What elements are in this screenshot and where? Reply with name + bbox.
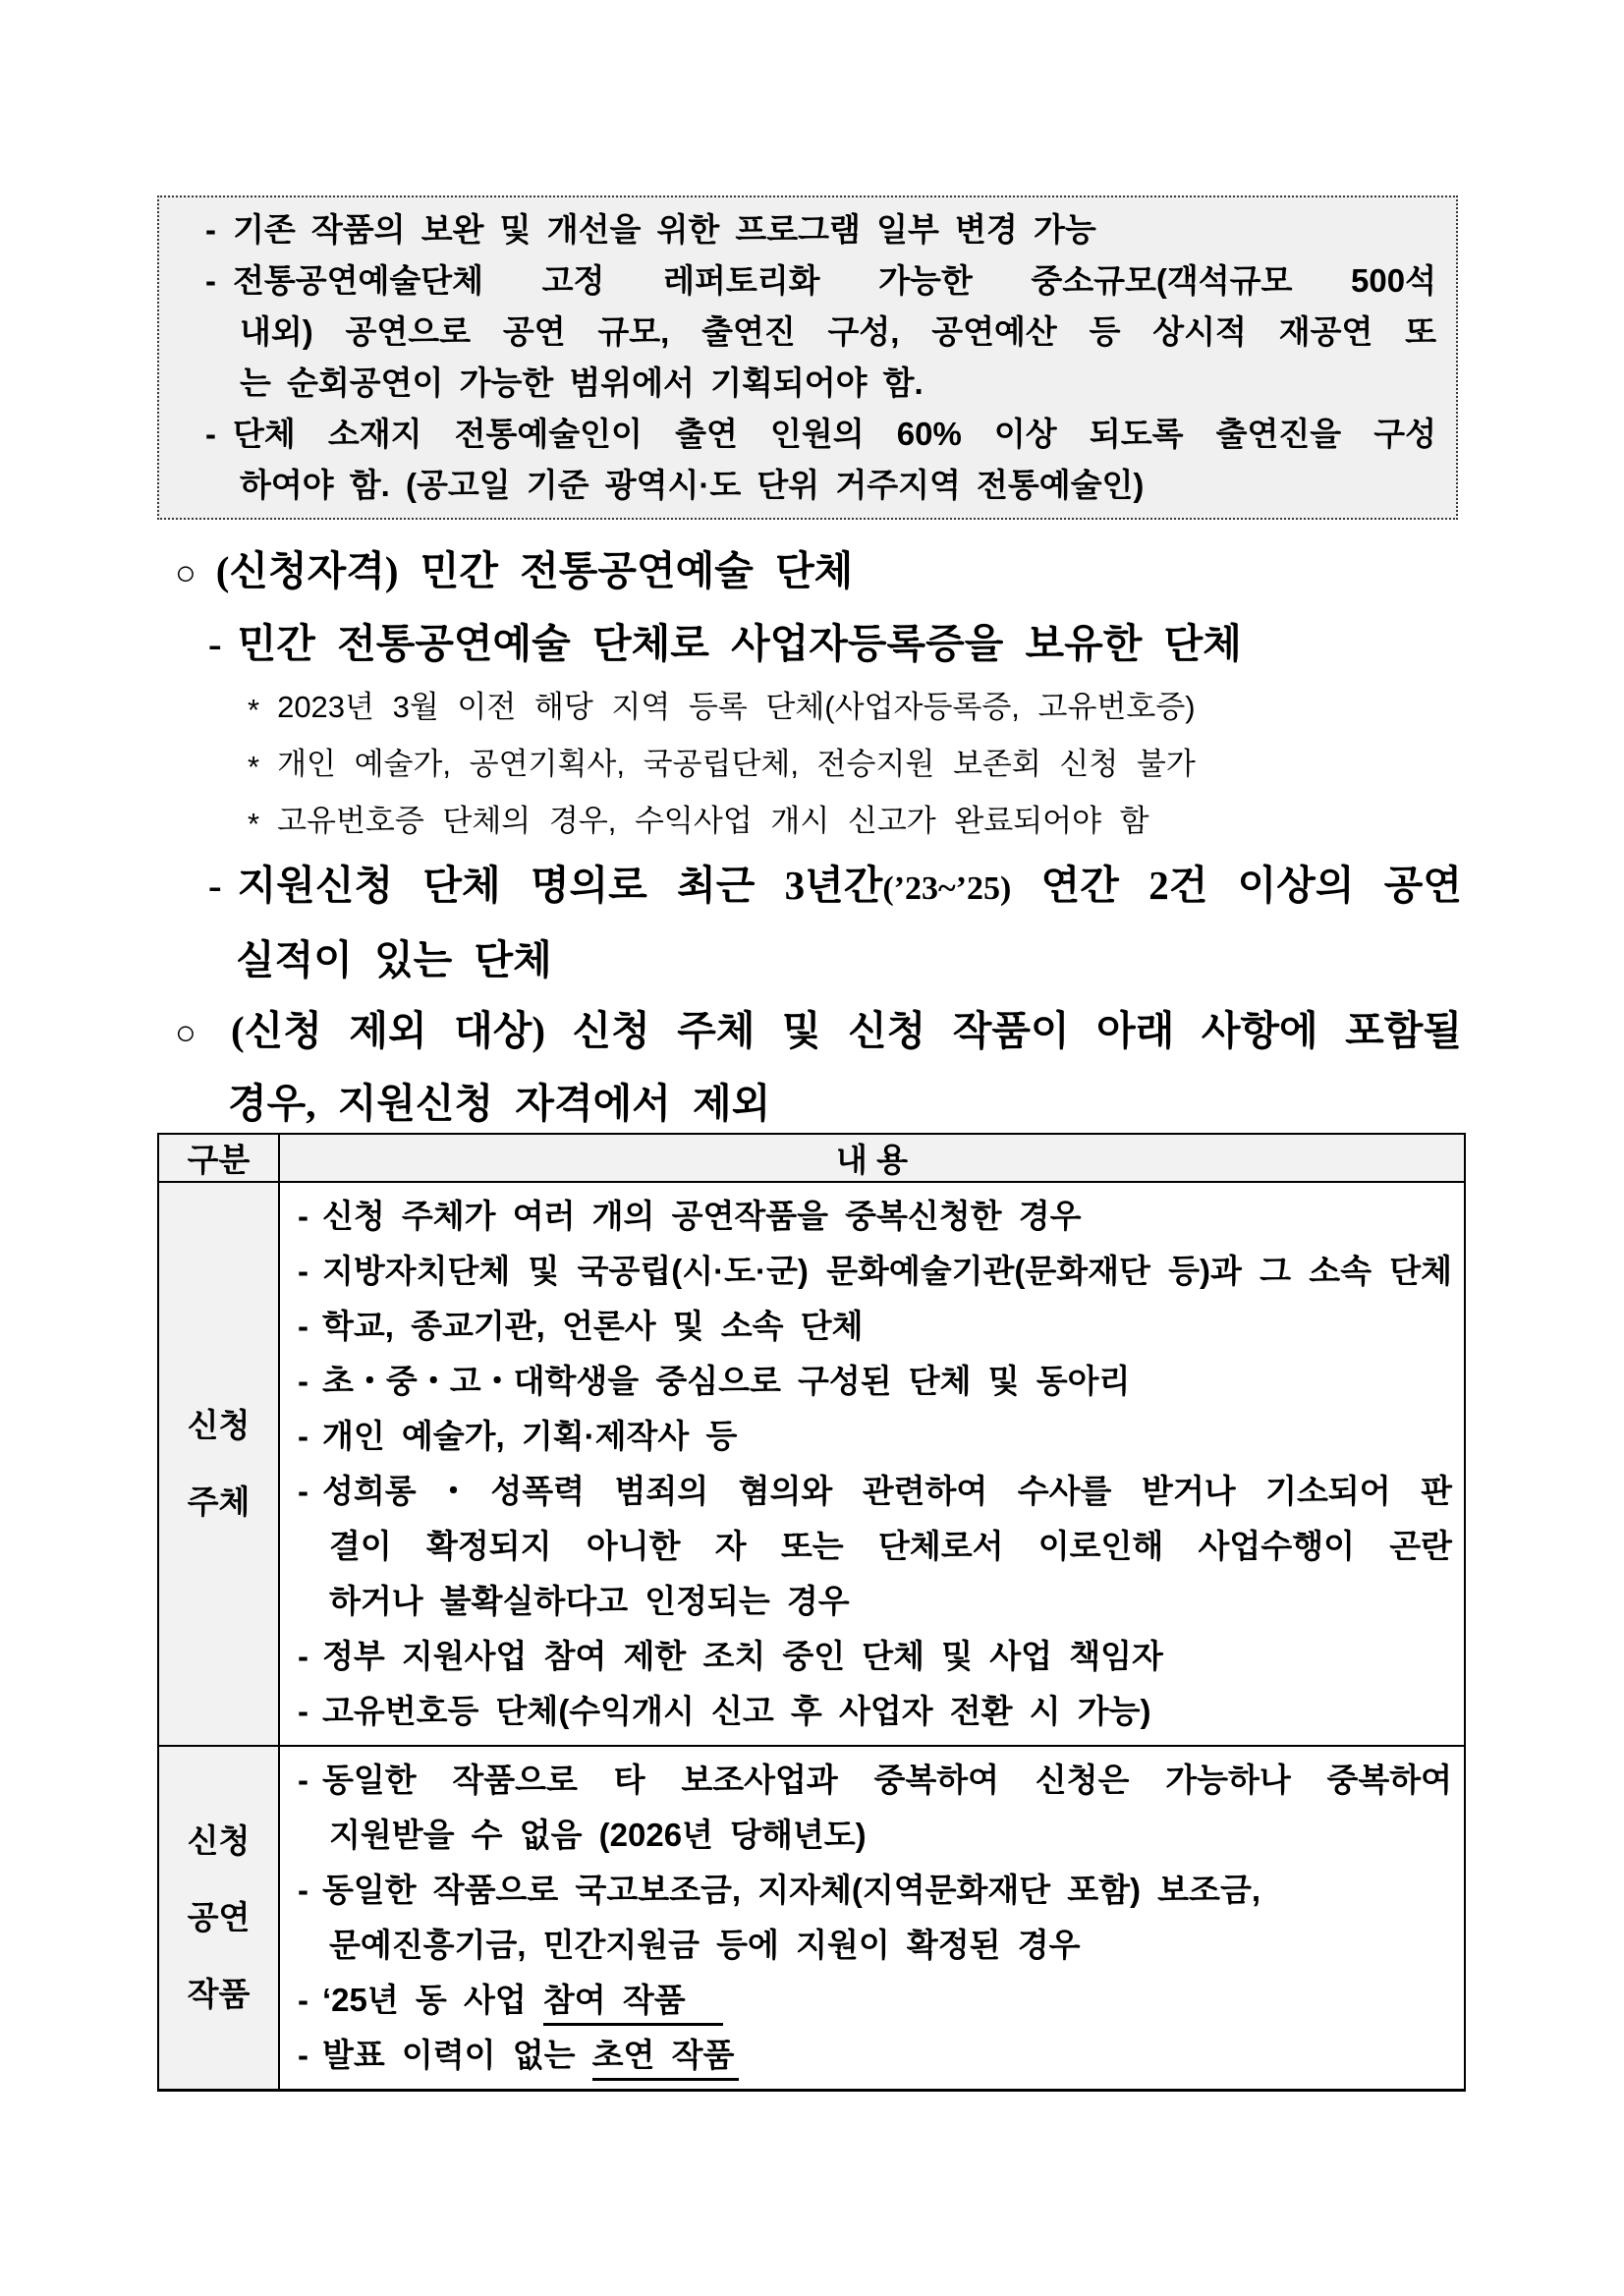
text-segment: 동일한 작품으로 타 보조사업과 중복하여 신청은 가능하나 중복하여	[322, 1762, 1452, 1798]
text-line	[289, 1574, 1452, 1629]
text-segment: ‘25년 동 사업	[322, 1982, 543, 2018]
dash-bullet-marker: -	[298, 1473, 308, 1509]
row-content-cell	[279, 1182, 1465, 1746]
text-segment: 전통공연예술단체 고정 레퍼토리화 가능한 중소규모(객석규모 500석	[233, 262, 1436, 299]
asterisk-marker: *	[248, 750, 260, 784]
asterisk-marker: *	[248, 807, 260, 841]
column-header-content: 내 용	[279, 1134, 1465, 1182]
text-segment: (’23~’25)	[882, 870, 1012, 907]
text-line	[0, 924, 1624, 995]
row-category-label: 신청	[187, 1407, 251, 1443]
text-line	[0, 535, 1624, 608]
text-segment: 고유번호증 단체의 경우, 수익사업 개시 신고가 완료되어야 함	[277, 804, 1149, 838]
dash-bullet-marker: -	[205, 416, 216, 452]
text-line	[289, 1629, 1452, 1684]
text-segment: 지방자치단체 및 국공립(시·도·군) 문화예술기관(문화재단 등)과 그 소속 단체	[322, 1253, 1452, 1289]
text-segment: 문예진흥기금, 민간지원금 등에 지원이 확정된 경우	[329, 1927, 1081, 1963]
circle-bullet-marker: ○	[175, 1013, 212, 1052]
dash-bullet-marker: -	[298, 1308, 308, 1344]
dash-bullet-marker: -	[208, 863, 222, 908]
dash-bullet-marker: -	[298, 1198, 308, 1234]
text-line	[289, 1973, 1452, 2028]
text-segment: 연간 2건 이상의 공연	[1011, 863, 1462, 908]
asterisk-marker: *	[248, 693, 260, 727]
text-line	[289, 1464, 1452, 1519]
text-line	[289, 1354, 1452, 1409]
underlined-text: 초연 작품	[592, 2037, 740, 2081]
text-segment: 초・중・고・대학생을 중심으로 구성된 단체 및 동아리	[322, 1363, 1131, 1399]
dash-bullet-marker: -	[298, 1253, 308, 1289]
text-segment: 고유번호등 단체(수익개시 신고 후 사업자 전환 시 가능)	[322, 1693, 1151, 1729]
text-segment: 동일한 작품으로 국고보조금, 지자체(지역문화재단 포함) 보조금,	[322, 1872, 1260, 1908]
row-category-label: 작품	[187, 1976, 251, 2012]
text-line	[0, 995, 1624, 1068]
table-row	[158, 1746, 1465, 2091]
text-segment: 신청 주체가 여러 개의 공연작품을 중복신청한 경우	[322, 1198, 1082, 1234]
text-segment: 민간 전통공연예술 단체로 사업자등록증을 보유한 단체	[237, 621, 1242, 666]
row-category-cell	[158, 1746, 279, 2091]
text-line	[289, 1519, 1452, 1574]
text-line	[0, 793, 1624, 850]
dash-bullet-marker: -	[298, 1693, 308, 1729]
text-segment: 내외) 공연으로 공연 규모, 출연진 구성, 공연예산 등 상시적 재공연 또	[240, 313, 1436, 350]
text-line	[0, 608, 1624, 679]
text-segment: 개인 예술가, 기획·제작사 등	[322, 1418, 738, 1454]
text-segment: 는 순회공연이 가능한 범위에서 기획되어야 함.	[240, 364, 924, 401]
text-line	[289, 1684, 1452, 1739]
text-segment: (신청자격) 민간 전통공연예술 단체	[215, 548, 854, 593]
text-line	[159, 204, 1436, 255]
table-header-row	[158, 1134, 1465, 1182]
dash-bullet-marker: -	[205, 211, 216, 248]
text-segment: 발표 이력이 없는	[322, 2037, 592, 2073]
text-line	[289, 1409, 1452, 1464]
exclusion-table-body	[158, 1182, 1465, 2091]
text-line	[0, 1068, 1624, 1139]
text-segment: 하여야 함. (공고일 기준 광역시·도 단위 거주지역 전통예술인)	[240, 467, 1145, 503]
row-category-label: 공연	[187, 1899, 251, 1935]
text-segment: 정부 지원사업 참여 제한 조치 중인 단체 및 사업 책임자	[322, 1638, 1163, 1674]
text-line	[289, 1189, 1452, 1244]
table-row	[158, 1182, 1465, 1746]
text-segment: 2023년 3월 이전 해당 지역 등록 단체(사업자등록증, 고유번호증)	[277, 690, 1196, 724]
text-line	[0, 679, 1624, 736]
text-segment: 학교, 종교기관, 언론사 및 소속 단체	[322, 1308, 864, 1344]
outline-section	[0, 535, 1624, 1139]
text-line	[159, 409, 1436, 460]
circle-bullet-marker: ○	[175, 553, 196, 592]
text-line	[289, 1918, 1452, 1973]
text-line	[289, 2028, 1452, 2083]
text-line	[159, 307, 1436, 358]
dash-bullet-marker: -	[298, 1982, 308, 2018]
row-category-label: 주체	[187, 1484, 251, 1520]
row-content-cell	[279, 1746, 1465, 2091]
text-line	[289, 1244, 1452, 1299]
column-header-category: 구분	[158, 1134, 279, 1182]
text-line	[289, 1299, 1452, 1354]
text-segment: 경우, 지원신청 자격에서 제외	[228, 1081, 771, 1126]
text-segment: 개인 예술가, 공연기획사, 국공립단체, 전승지원 보존회 신청 불가	[277, 747, 1196, 781]
dash-bullet-marker: -	[298, 1363, 308, 1399]
text-line	[289, 1753, 1452, 1808]
text-segment: 단체 소재지 전통예술인이 출연 인원의 60% 이상 되도록 출연진을 구성	[233, 416, 1436, 452]
notice-box	[157, 196, 1458, 520]
dash-bullet-marker: -	[208, 621, 222, 666]
exclusion-table	[157, 1133, 1466, 2092]
text-line	[0, 850, 1624, 924]
exclusion-table-header	[158, 1134, 1465, 1182]
underlined-text: 참여 작품	[543, 1982, 723, 2026]
row-category-cell	[158, 1182, 279, 1746]
text-line	[159, 358, 1436, 409]
text-segment: 실적이 있는 단체	[236, 937, 552, 982]
dash-bullet-marker: -	[298, 1638, 308, 1674]
text-segment: 지원신청 단체 명의로 최근 3년간	[237, 863, 883, 908]
dash-bullet-marker: -	[298, 2037, 308, 2073]
dash-bullet-marker: -	[298, 1762, 308, 1798]
text-line	[289, 1863, 1452, 1918]
text-line	[289, 1808, 1452, 1863]
text-segment: 하거나 불확실하다고 인정되는 경우	[329, 1583, 850, 1619]
text-segment: 성희롱・성폭력 범죄의 혐의와 관련하여 수사를 받거나 기소되어 판	[322, 1473, 1452, 1509]
text-segment: (신청 제외 대상) 신청 주체 및 신청 작품이 아래 사항에 포함될	[231, 1008, 1462, 1053]
text-line	[159, 255, 1436, 307]
text-segment: 결이 확정되지 아니한 자 또는 단체로서 이로인해 사업수행이 곤란	[329, 1528, 1452, 1564]
text-line	[159, 460, 1436, 511]
row-category-label: 신청	[187, 1822, 251, 1859]
text-segment: 기존 작품의 보완 및 개선을 위한 프로그램 일부 변경 가능	[233, 211, 1096, 248]
text-segment: 지원받을 수 없음 (2026년 당해년도)	[329, 1817, 867, 1853]
dash-bullet-marker: -	[205, 262, 216, 299]
dash-bullet-marker: -	[298, 1418, 308, 1454]
dash-bullet-marker: -	[298, 1872, 308, 1908]
text-line	[0, 736, 1624, 793]
